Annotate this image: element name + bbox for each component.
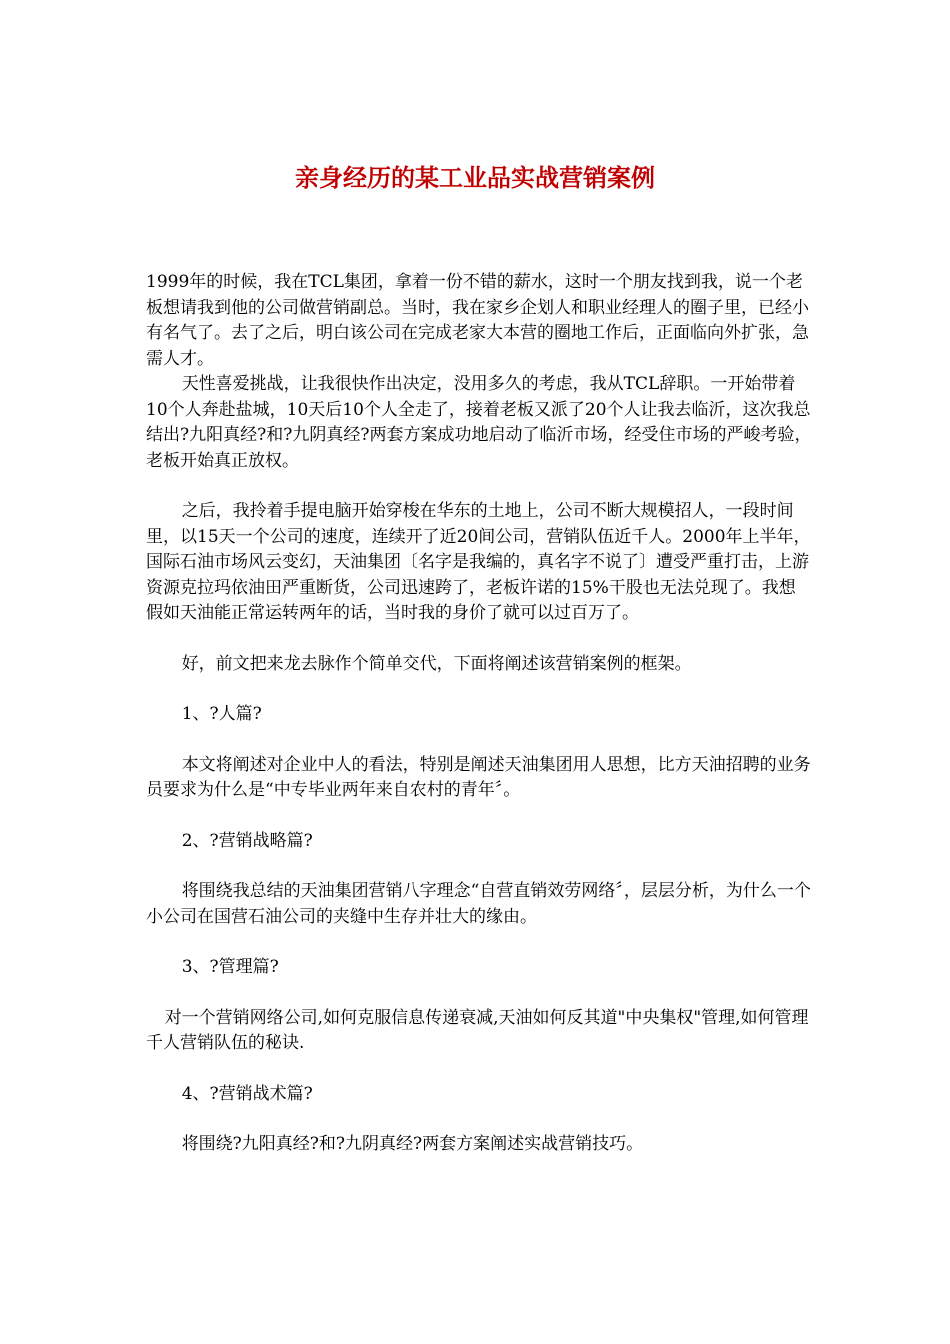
paragraph-challenge: 天性喜爱挑战，让我很快作出决定，没用多久的考虑，我从TCL辞职。一开始带着10个人奔赴盐城，10天后10个人全走了，接着老板又派了20个人让我去临沂，这次我总结出?九阳真经?和?九阴真经?两套方案成功地启动了临沂市场，经受住市场的严峻考验，老板开始真正放权。 — [146, 374, 812, 471]
document-title: 亲身经历的某工业品实战营销案例 — [295, 163, 655, 192]
section-heading-strategy: 2、?营销战略篇? — [181, 830, 313, 851]
document-body — [146, 270, 812, 1158]
paragraph-framework-intro: 好，前文把来龙去脉作个简单交代，下面将阐述该营销案例的框架。 — [181, 653, 692, 674]
section-heading-management: 3、?管理篇? — [181, 957, 279, 977]
paragraph-tactics: 将围绕?九阳真经?和?九阴真经?两套方案阐述实战营销技巧。 — [181, 1134, 644, 1154]
paragraph-intro: 1999年的时候，我在TCL集团，拿着一份不错的薪水，这时一个朋友找到我，说一个老板想请我到他的公司做营销副总。当时，我在家乡企划人和职业经理人的圈子里，已经小有名气了。去了之后，明白该公司在完成老家大本营的圈地工作后，正面临向外扩张，急需人才。 — [146, 272, 809, 369]
section-heading-people: 1、?人篇? — [181, 704, 262, 724]
paragraph-management: 对一个营销网络公司,如何克服信息传递衰减,天油如何反其道"中央集权"管理,如何管理千人营销队伍的秘诀. — [146, 1007, 809, 1053]
paragraph-people: 本文将阐述对企业中人的看法，特别是阐述天油集团用人思想，比方天油招聘的业务员要求为什么是“中专毕业两年来自农村的青年〞。 — [146, 754, 811, 800]
paragraph-expansion: 之后，我拎着手提电脑开始穿梭在华东的土地上，公司不断大规模招人，一段时间里，以15天一个公司的速度，连续开了近20间公司，营销队伍近千人。2000年上半年，国际石油市场风云变幻，天油集团〔名字是我编的，真名字不说了〕遭受严重打击，上游资源克拉玛依油田严重断货，公司迅速跨了，老板许诺的15%干股也无法兑现了。我想假如天油能正常运转两年的话，当时我的身价了就可以过百万了。 — [146, 501, 811, 623]
paragraph-strategy: 将围绕我总结的天油集团营销八字理念“自营直销效劳网络〞，层层分析，为什么一个小公司在国营石油公司的夹缝中生存并壮大的缘由。 — [146, 881, 811, 927]
section-heading-tactics: 4、?营销战术篇? — [181, 1083, 313, 1104]
